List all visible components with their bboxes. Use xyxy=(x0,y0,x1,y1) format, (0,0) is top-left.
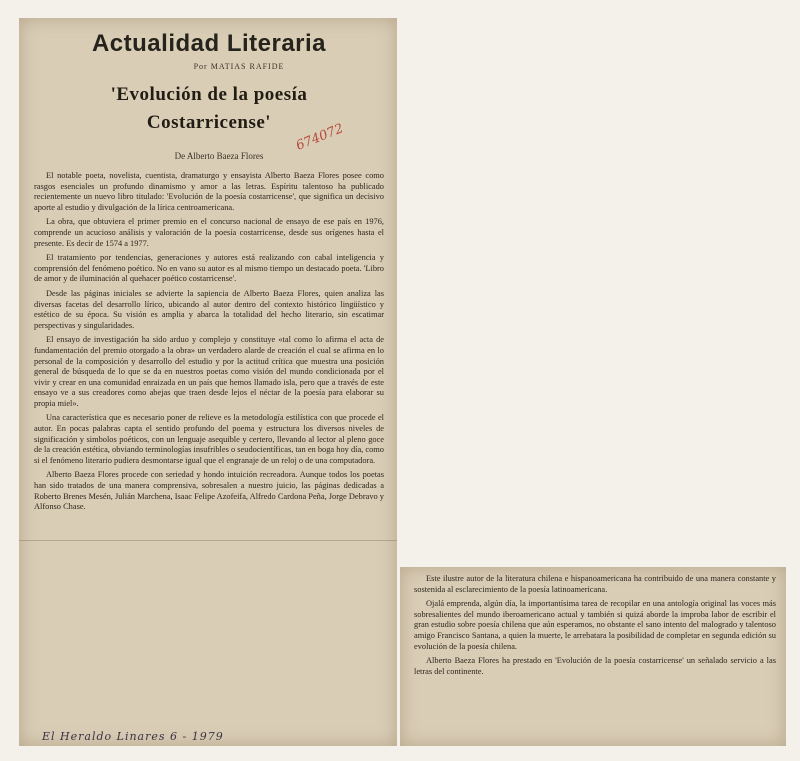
book-author-line: De Alberto Baeza Flores xyxy=(174,151,264,161)
byline: Por MATIAS RAFIDE xyxy=(193,62,285,71)
paper-fold-line xyxy=(19,540,397,541)
paragraph-8: Este ilustre autor de la literatura chilena e hispanoamericana ha contribuido de una manera constante y sostenida al esclarecimiento de la poesía latinoamericana. xyxy=(414,574,776,594)
paragraph-9: Ojalá emprenda, algún día, la importantísima tarea de recopilar en una antología original las voces más sobresalientes del mundo iberoamericano actual y también si quizá aborde la improba labor de escribir el gran estudio sobre poesía chilena que aún esperamos, no obstante el sano intento del malogrado y talentoso amigo Francisco Santana, a quien la muerte, le arrebatara la posibilidad de completar en segunda edición su evolución de la poesía chilena. xyxy=(414,599,776,651)
paragraph-2: La obra, que obtuviera el primer premio en el concurso nacional de ensayo de ese país en 1976, comprende un acucioso análisis y valoración de la poesía costarricense, desde sus orígenes hasta el presente. Es decir de 1574 a 1977. xyxy=(34,217,384,248)
paragraph-10: Alberto Baeza Flores ha prestado en 'Evolución de la poesía costarricense' un señalado servicio a las letras del continente. xyxy=(414,656,776,676)
paragraph-6: Una característica que es necesario poner de relieve es la metodología estilística con que procede el autor. En pocas palabras capta el sentido profundo del poema y estructura los diversos niveles de significación y simbolos poéticos, con un lenguaje asequible y certero, llevando al lector al pleno goce de la creación estética, obviando terminologías insufribles o seudocientíficas, tan en boga hoy día, como si el fenómeno literario pudiera desmontarse igual que el engranaje de un reloj o de una computadora. xyxy=(34,413,384,465)
paragraph-3: El tratamiento por tendencias, generaciones y autores está realizando con cabal inteligencia y comprensión del fenómeno poético. No en vano su autor es al mismo tiempo un destacado poeta. 'Libro de amor y de iluminación al quehacer poético costarricense'. xyxy=(34,253,384,284)
headline-line-1: 'Evolución de la poesía xyxy=(110,84,308,105)
article-continuation-column xyxy=(414,574,776,681)
paragraph-4: Desde las páginas iniciales se advierte la sapiencia de Alberto Baeza Flores, quien analiza las diversas facetas del desarrollo lírico, ubicando al autor dentro del contexto histórico lingüístico y estético de su época. Su visión es amplia y abarca la totalidad del hecho literario, sin escatimar perspectivas y singularidades. xyxy=(34,288,384,330)
source-note-handwriting: El Heraldo Linares 6 - 1979 xyxy=(42,730,224,743)
article-main-column xyxy=(34,26,384,517)
archive-code-handwriting: 674072 xyxy=(293,121,346,154)
paragraph-7: Alberto Baeza Flores procede con seriedad y hondo intuición recreadora. Aunque todos los poetas han sido tratados de una manera comprensiva, sobresalen a nuestro juicio, las páginas dedicadas a Roberto Brenes Mesén, Julián Marchena, Isaac Felipe Azofeifa, Alfredo Cardona Peña, Jorge Debravo y Alfonso Chase. xyxy=(34,470,384,512)
section-title: Actualidad Literaria xyxy=(91,30,327,57)
paragraph-5: El ensayo de investigación ha sido arduo y complejo y constituye «tal como lo afirma el acta de fundamentación del premio otorgado a la obra» un verdadero alarde de creación el cual se afirma en lo personal de la composición y desarrollo del estudio y por la actitud crítica que muestra una posición general de búsqueda de lo que se da en nuestros poetas como visión del mundo condicionada por el vivir y crear en una comunidad enraizada en un país que hemos llamado isla, pero que a través de este ensayo ve a sus creadores como abejas que traen desde lejos el néctar de la poesía para elaborar su propia miel». xyxy=(34,335,384,408)
paragraph-1: El notable poeta, novelista, cuentista, dramaturgo y ensayista Alberto Baeza Flores posee como rasgos esenciales un profundo dinamismo y amor a las letras. Espíritu talentoso ha publicado recientemente un nuevo libro titulado: 'Evolución de la poesía costarricense', que significa un decisivo aporte al estudio y divulgación de la lírica centroamericana. xyxy=(34,171,384,212)
headline-line-2: Costarricense' xyxy=(146,112,272,133)
